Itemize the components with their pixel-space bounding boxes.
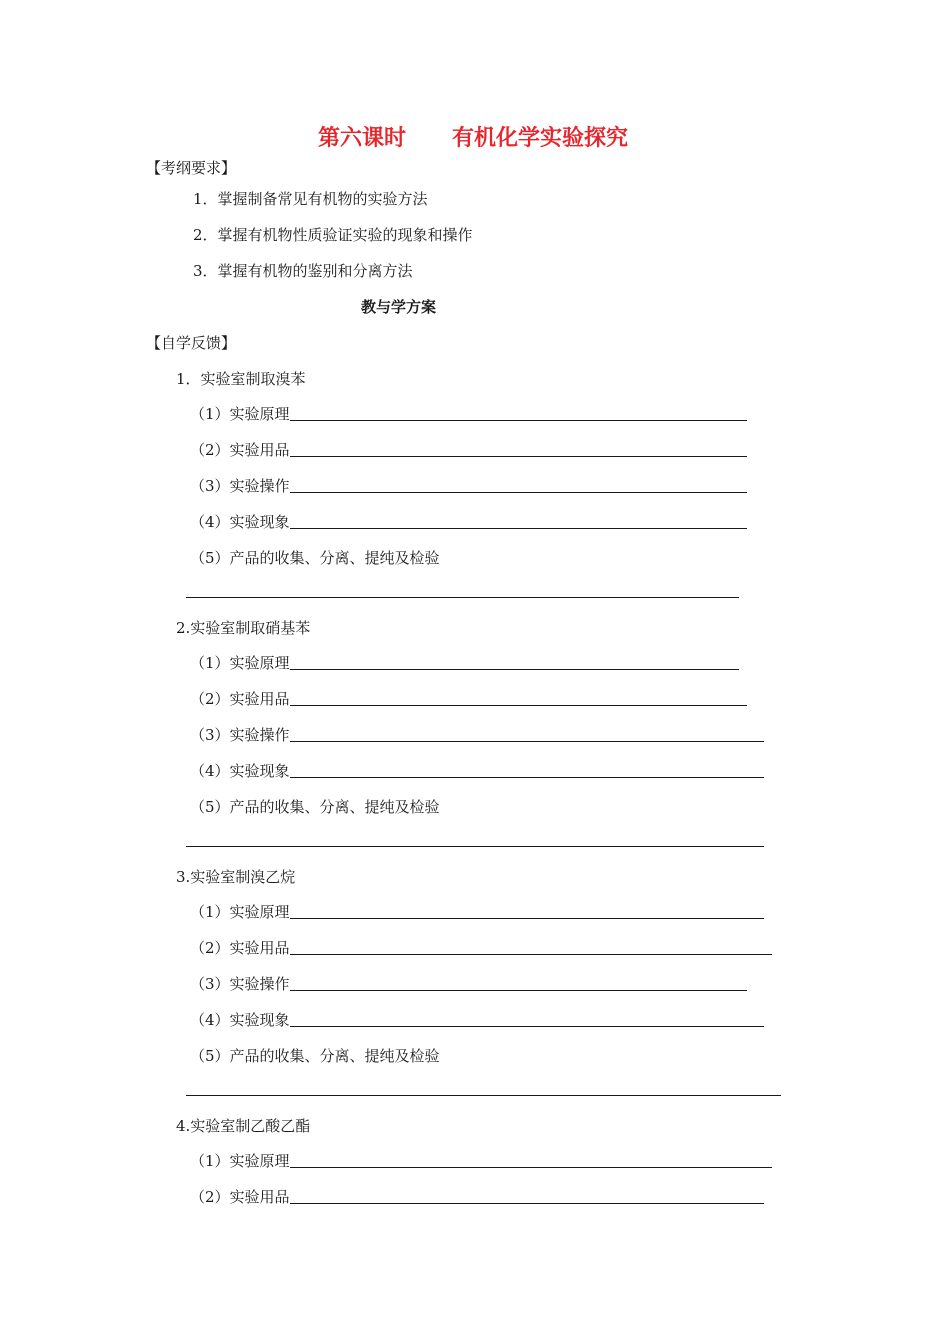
row-label: （1）实验原理 (190, 903, 290, 921)
row-label: （2）实验用品 (190, 1188, 290, 1206)
answer-row (190, 723, 764, 745)
row-label: （4）实验现象 (190, 513, 290, 531)
answer-row (190, 972, 747, 994)
answer-blank[interactable] (186, 846, 764, 847)
requirement-item: 3．掌握有机物的鉴别和分离方法 (193, 262, 413, 280)
row-label: （5）产品的收集、分离、提纯及检验 (190, 1047, 440, 1065)
answer-row (190, 759, 764, 781)
answer-blank[interactable] (290, 953, 772, 955)
answer-blank[interactable] (290, 527, 747, 529)
answer-blank[interactable] (290, 989, 747, 991)
answer-row (190, 795, 590, 817)
answer-row (190, 1044, 590, 1066)
answer-blank[interactable] (290, 1166, 772, 1168)
answer-row (190, 438, 747, 460)
row-label: （1）实验原理 (190, 405, 290, 423)
row-label: （5）产品的收集、分离、提纯及检验 (190, 798, 440, 816)
answer-row (190, 687, 747, 709)
row-label: （4）实验现象 (190, 1011, 290, 1029)
answer-blank[interactable] (290, 419, 747, 421)
answer-blank[interactable] (290, 740, 764, 742)
row-label: （3）实验操作 (190, 477, 290, 495)
answer-blank[interactable] (290, 455, 747, 457)
row-label: （2）实验用品 (190, 441, 290, 459)
row-label: （3）实验操作 (190, 975, 290, 993)
row-label: （1）实验原理 (190, 1152, 290, 1170)
answer-row (190, 900, 764, 922)
row-label: （2）实验用品 (190, 939, 290, 957)
row-label: （5）产品的收集、分离、提纯及检验 (190, 549, 440, 567)
answer-blank[interactable] (290, 704, 747, 706)
answer-blank[interactable] (290, 1202, 764, 1204)
requirements-tag: 【考纲要求】 (146, 159, 237, 177)
answer-blank[interactable] (290, 1025, 764, 1027)
answer-blank[interactable] (290, 917, 764, 919)
answer-row (190, 936, 772, 958)
answer-row (190, 1149, 772, 1171)
page-title-topic: 有机化学实验探究 (452, 125, 629, 151)
answer-blank[interactable] (290, 491, 747, 493)
row-label: （3）实验操作 (190, 726, 290, 744)
section-heading: 2.实验室制取硝基苯 (176, 619, 311, 637)
feedback-tag: 【自学反馈】 (146, 334, 237, 352)
row-label: （4）实验现象 (190, 762, 290, 780)
answer-row (190, 1185, 764, 1207)
plan-title: 教与学方案 (361, 298, 437, 316)
row-label: （1）实验原理 (190, 654, 290, 672)
requirement-item: 1．掌握制备常见有机物的实验方法 (193, 190, 428, 208)
answer-row (190, 546, 590, 568)
answer-blank[interactable] (290, 776, 764, 778)
answer-blank[interactable] (186, 1095, 781, 1096)
answer-row (190, 402, 747, 424)
answer-row (190, 510, 747, 532)
requirement-item: 2．掌握有机物性质验证实验的现象和操作 (193, 226, 473, 244)
section-heading: 3.实验室制溴乙烷 (176, 868, 296, 886)
page-title-lesson: 第六课时 (318, 125, 407, 151)
answer-blank[interactable] (186, 597, 739, 598)
section-heading: 1．实验室制取溴苯 (176, 370, 306, 388)
row-label: （2）实验用品 (190, 690, 290, 708)
section-heading: 4.实验室制乙酸乙酯 (176, 1117, 311, 1135)
answer-row (190, 651, 739, 673)
answer-blank[interactable] (290, 668, 739, 670)
answer-row (190, 1008, 764, 1030)
answer-row (190, 474, 747, 496)
